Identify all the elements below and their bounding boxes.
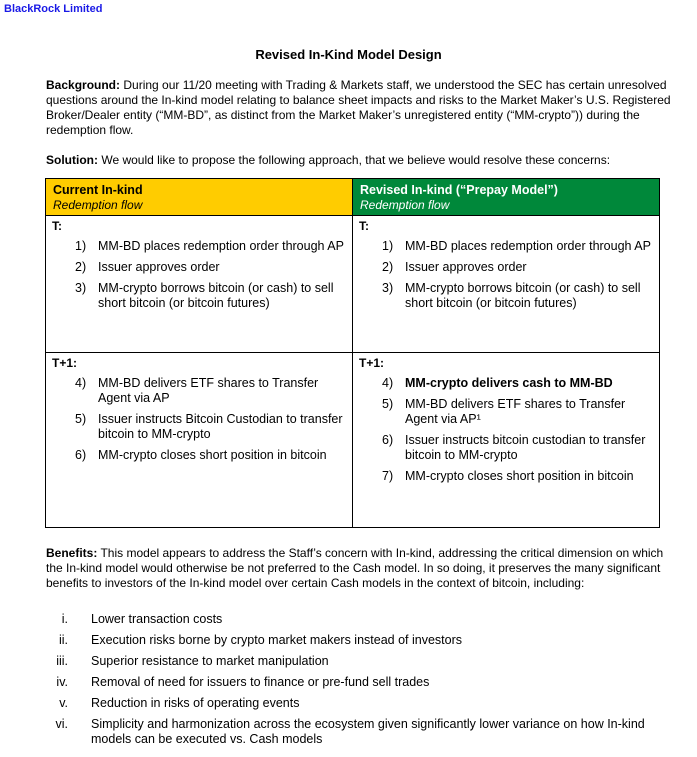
step-number: 1) <box>75 239 87 253</box>
redemption-flow-table <box>45 178 660 528</box>
benefit-text: Superior resistance to market manipulation <box>91 654 329 668</box>
step-text: MM-crypto closes short position in bitcoin <box>405 469 634 483</box>
benefit-text: Simplicity and harmonization across the ecosystem given significantly lower variance on how In-kind models can be executed vs. Cash models <box>91 717 645 746</box>
current-t-steps <box>46 239 352 311</box>
benefit-text: Reduction in risks of operating events <box>91 696 300 710</box>
revised-t1-cell <box>353 353 660 528</box>
step-number: 6) <box>75 448 87 462</box>
flow-step <box>353 469 659 484</box>
revised-inkind-subtitle: Redemption flow <box>360 198 450 212</box>
revised-t-cell <box>353 216 660 353</box>
current-t-cell <box>46 216 353 353</box>
current-t1-steps <box>46 376 352 463</box>
flow-step <box>46 281 352 311</box>
solution-paragraph <box>46 153 676 168</box>
step-number: 3) <box>382 281 394 295</box>
benefit-text: Removal of need for issuers to finance or pre-fund sell trades <box>91 675 430 689</box>
current-inkind-subtitle: Redemption flow <box>53 198 143 212</box>
flow-step <box>46 260 352 275</box>
benefits-label: Benefits: <box>46 546 98 560</box>
benefits-paragraph <box>46 546 676 591</box>
t-label: T: <box>359 219 369 233</box>
step-number: 5) <box>382 397 394 411</box>
step-text: Issuer instructs bitcoin custodian to transfer bitcoin to MM-crypto <box>405 433 646 462</box>
step-number: 1) <box>382 239 394 253</box>
benefits-text: This model appears to address the Staff’s concern with In-kind, addressing the critical dimension on which the In-kind model would otherwise be not preferred to the Cash model. In so doing, it preserves the many significant benefits to investors of the In-kind model over certain Cash models in the context of bitcoin, including: <box>46 546 664 590</box>
benefit-number: ii. <box>58 633 68 647</box>
benefit-item <box>46 612 686 627</box>
step-text: MM-crypto borrows bitcoin (or cash) to sell short bitcoin (or bitcoin futures) <box>98 281 334 310</box>
step-number: 5) <box>75 412 87 426</box>
step-text: MM-BD places redemption order through AP <box>98 239 344 253</box>
step-text: MM-crypto delivers cash to MM-BD <box>405 376 613 390</box>
company-name: BlackRock Limited <box>4 3 103 15</box>
revised-t1-steps <box>353 376 659 484</box>
benefit-item <box>46 717 686 747</box>
benefit-text: Lower transaction costs <box>91 612 223 626</box>
step-number: 3) <box>75 281 87 295</box>
benefit-number: vi. <box>55 717 68 731</box>
benefit-number: i. <box>61 612 68 626</box>
flow-step <box>353 260 659 275</box>
benefit-number: iv. <box>56 675 68 689</box>
flow-step <box>353 376 659 391</box>
benefit-number: iii. <box>56 654 68 668</box>
flow-step <box>353 239 659 254</box>
step-number: 4) <box>382 376 394 390</box>
step-text: MM-BD places redemption order through AP <box>405 239 651 253</box>
step-text: MM-BD delivers ETF shares to Transfer Agent via AP¹ <box>405 397 626 426</box>
benefit-number: v. <box>59 696 68 710</box>
solution-label: Solution: <box>46 153 98 167</box>
step-text: Issuer approves order <box>98 260 220 274</box>
step-number: 2) <box>75 260 87 274</box>
step-number: 2) <box>382 260 394 274</box>
current-inkind-header <box>46 179 353 216</box>
current-t1-cell <box>46 353 353 528</box>
step-number: 7) <box>382 469 394 483</box>
revised-t-steps <box>353 239 659 311</box>
flow-step <box>46 412 352 442</box>
step-text: Issuer instructs Bitcoin Custodian to transfer bitcoin to MM-crypto <box>98 412 343 441</box>
revised-inkind-header <box>353 179 660 216</box>
solution-text: We would like to propose the following approach, that we believe would resolve these concerns: <box>101 153 611 167</box>
flow-step <box>46 239 352 254</box>
benefits-list <box>46 612 686 753</box>
step-text: MM-BD delivers ETF shares to Transfer Agent via AP <box>98 376 319 405</box>
t1-label: T+1: <box>52 356 78 370</box>
background-text: During our 11/20 meeting with Trading & Markets staff, we understood the SEC has certain unresolved questions around the In-kind model relating to balance sheet impacts and risks to the Market Maker’s U.S. Registered Broker/Dealer entity (“MM-BD”, as distinct from the Market Maker’s unregistered entity (“MM-crypto”)) during the redemption flow. <box>46 78 671 137</box>
benefit-item <box>46 675 686 690</box>
step-text: MM-crypto closes short position in bitcoin <box>98 448 327 462</box>
flow-step <box>353 397 659 427</box>
step-number: 4) <box>75 376 87 390</box>
benefit-text: Execution risks borne by crypto market makers instead of investors <box>91 633 462 647</box>
step-text: MM-crypto borrows bitcoin (or cash) to sell short bitcoin (or bitcoin futures) <box>405 281 641 310</box>
flow-step <box>46 448 352 463</box>
t1-label: T+1: <box>359 356 385 370</box>
flow-step <box>46 376 352 406</box>
flow-step <box>353 433 659 463</box>
benefit-item <box>46 696 686 711</box>
benefit-item <box>46 654 686 669</box>
flow-step <box>353 281 659 311</box>
benefit-item <box>46 633 686 648</box>
step-number: 6) <box>382 433 394 447</box>
background-label: Background: <box>46 78 121 92</box>
background-paragraph <box>46 78 676 138</box>
t-label: T: <box>52 219 62 233</box>
revised-inkind-title: Revised In-kind (“Prepay Model”) <box>360 183 558 197</box>
document-title: Revised In-Kind Model Design <box>255 47 442 62</box>
step-text: Issuer approves order <box>405 260 527 274</box>
current-inkind-title: Current In-kind <box>53 183 143 197</box>
